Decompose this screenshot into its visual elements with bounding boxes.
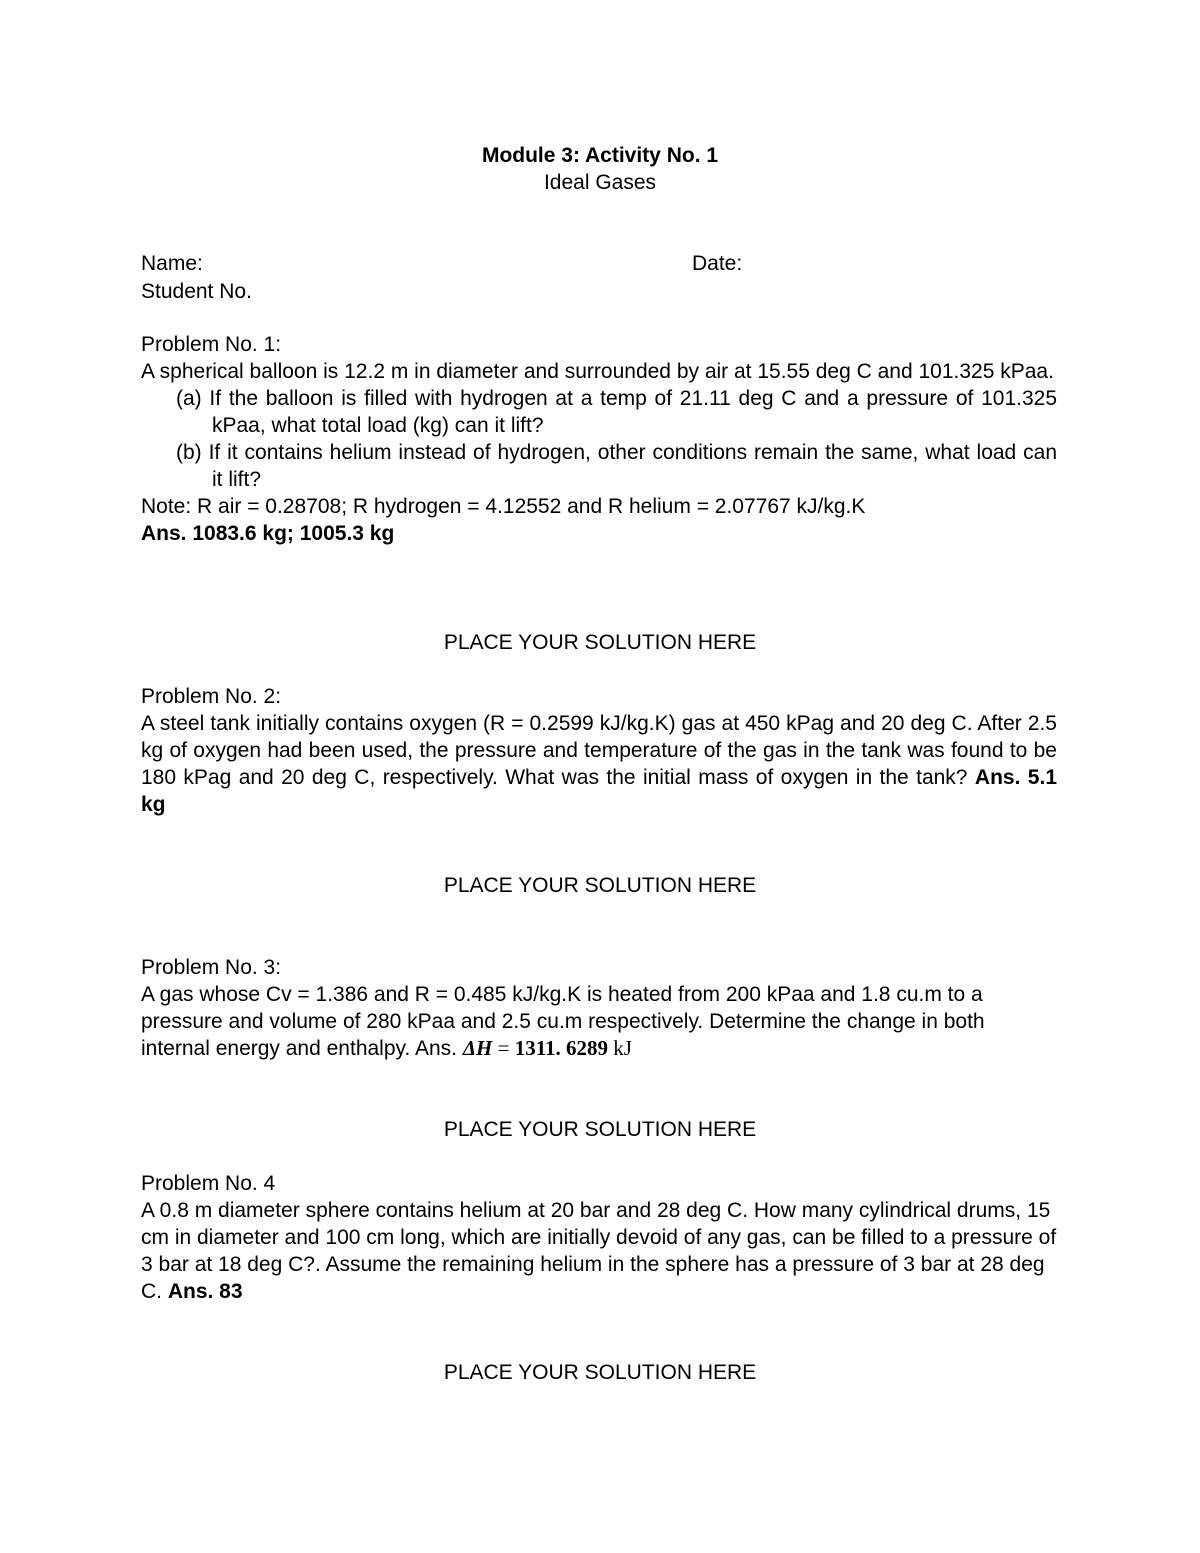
problem-1-part-b: (b) If it contains helium instead of hydrogen, other conditions remain the same, what load can it lift? bbox=[176, 441, 1057, 491]
problem-3-statement: A gas whose Cv = 1.386 and R = 0.485 kJ/kg.K is heated from 200 kPaa and 1.8 cu.m to a pressure and volume of 280 kPaa and 2.5 cu.m respectively. Determine the change in both internal energy and enthalpy. Ans. bbox=[141, 983, 985, 1060]
problem-4-heading: Problem No. 4 bbox=[141, 1172, 276, 1195]
problem-2-body bbox=[141, 710, 1057, 818]
problem-3-answer bbox=[463, 1036, 632, 1060]
date-label: Date: bbox=[692, 252, 743, 275]
equals-sign: = bbox=[497, 1036, 510, 1060]
solution-placeholder-2: PLACE YOUR SOLUTION HERE bbox=[443, 874, 757, 897]
problem-2-answer: Ans. 5.1 kg bbox=[141, 766, 1057, 816]
problem-1-part-a: (a) If the balloon is filled with hydrogen at a temp of 21.11 deg C and a pressure of 101.325 kPaa, what total load (kg) can it lift? bbox=[176, 387, 1057, 437]
delta-h-symbol: ΔH bbox=[462, 1036, 493, 1060]
problem-4-answer: Ans. 83 bbox=[167, 1280, 243, 1303]
problem-4-statement: A 0.8 m diameter sphere contains helium at 20 bar and 28 deg C. How many cylindrical drums, 15 cm in diameter and 100 cm long, which are initially devoid of any gas, can be filled to a pressure of 3 bar at 18 deg C?. Assume the remaining helium in the sphere has a pressure of 3 bar at 28 deg C. bbox=[141, 1199, 1057, 1303]
problem-3-answer-unit: kJ bbox=[613, 1036, 632, 1060]
solution-placeholder-1: PLACE YOUR SOLUTION HERE bbox=[443, 631, 757, 654]
student-number-label: Student No. bbox=[141, 280, 252, 303]
problem-2-heading: Problem No. 2: bbox=[141, 685, 282, 708]
problem-3-answer-value: 1311. 6289 bbox=[514, 1036, 609, 1060]
problem-2 bbox=[141, 683, 1057, 818]
problem-2-statement: A steel tank initially contains oxygen (R = 0.2599 kJ/kg.K) gas at 450 kPag and 20 deg C. After 2.5 kg of oxygen had been used, the pressure and temperature of the gas in the tank was found to be 180 kPag and 20 deg C, respectively. What was the initial mass of oxygen in the tank? bbox=[141, 712, 1057, 789]
problem-4 bbox=[141, 1170, 1057, 1305]
document-subtitle: Ideal Gases bbox=[543, 171, 657, 194]
solution-placeholder-4: PLACE YOUR SOLUTION HERE bbox=[443, 1361, 757, 1384]
name-label: Name: bbox=[141, 252, 203, 275]
problem-1-heading: Problem No. 1: bbox=[141, 333, 282, 356]
problem-3-heading: Problem No. 3: bbox=[141, 956, 282, 979]
problem-3-body bbox=[141, 981, 1057, 1062]
solution-placeholder-3: PLACE YOUR SOLUTION HERE bbox=[443, 1118, 757, 1141]
problem-1 bbox=[141, 331, 1057, 547]
problem-3 bbox=[141, 954, 1057, 1062]
problem-1-note: Note: R air = 0.28708; R hydrogen = 4.12552 and R helium = 2.07767 kJ/kg.K bbox=[141, 495, 866, 518]
problem-4-body bbox=[141, 1197, 1057, 1305]
document-title: Module 3: Activity No. 1 bbox=[481, 144, 719, 167]
problem-1-statement: A spherical balloon is 12.2 m in diameter and surrounded by air at 15.55 deg C and 101.325 kPaa. bbox=[141, 360, 1054, 383]
problem-1-answer: Ans. 1083.6 kg; 1005.3 kg bbox=[141, 522, 395, 545]
